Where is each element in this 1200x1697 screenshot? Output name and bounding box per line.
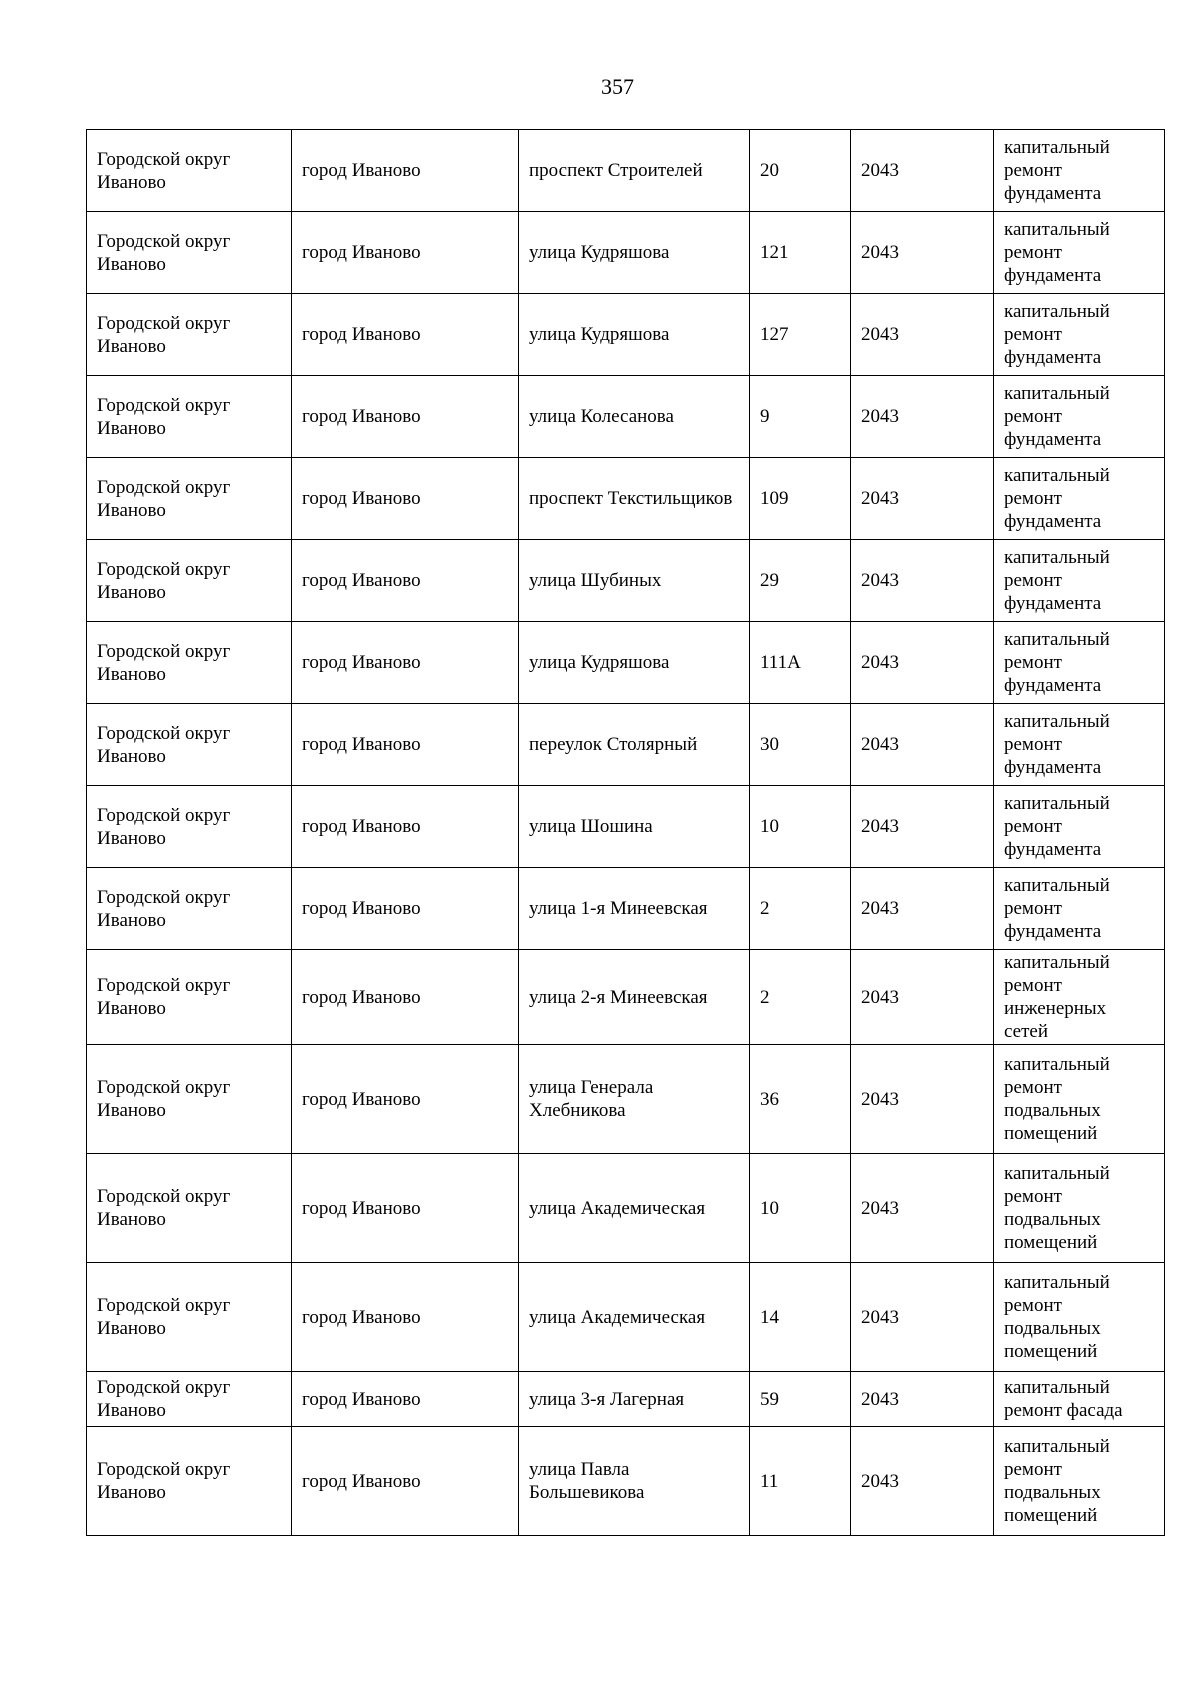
work-type-cell: капитальный ремонт фундамента (994, 376, 1165, 458)
year-cell: 2043 (851, 704, 994, 786)
house-number-cell: 36 (750, 1045, 851, 1154)
street-cell: улица Шубиных (519, 540, 750, 622)
table-row (87, 294, 1165, 376)
table-row (87, 786, 1165, 868)
street-cell: улица Павла Большевикова (519, 1427, 750, 1536)
city-cell: город Иваново (292, 1427, 519, 1536)
table-row (87, 376, 1165, 458)
work-type-cell: капитальный ремонт фасада (994, 1372, 1165, 1427)
work-type-cell: капитальный ремонт фундамента (994, 212, 1165, 294)
house-number-cell: 127 (750, 294, 851, 376)
district-cell: Городской округ Иваново (87, 294, 292, 376)
year-cell: 2043 (851, 868, 994, 950)
year-cell: 2043 (851, 950, 994, 1045)
district-cell: Городской округ Иваново (87, 212, 292, 294)
house-number-cell: 2 (750, 950, 851, 1045)
street-cell: улица Генерала Хлебникова (519, 1045, 750, 1154)
street-cell: проспект Текстильщиков (519, 458, 750, 540)
street-cell: улица Кудряшова (519, 294, 750, 376)
table-row (87, 540, 1165, 622)
street-cell: улица Академическая (519, 1263, 750, 1372)
street-cell: улица Кудряшова (519, 622, 750, 704)
year-cell: 2043 (851, 1154, 994, 1263)
work-type-cell: капитальный ремонт фундамента (994, 294, 1165, 376)
district-cell: Городской округ Иваново (87, 786, 292, 868)
house-number-cell: 11 (750, 1427, 851, 1536)
house-number-cell: 20 (750, 130, 851, 212)
year-cell: 2043 (851, 458, 994, 540)
house-number-cell: 2 (750, 868, 851, 950)
city-cell: город Иваново (292, 704, 519, 786)
table-row (87, 868, 1165, 950)
street-cell: переулок Столярный (519, 704, 750, 786)
table-row (87, 704, 1165, 786)
street-cell: проспект Строителей (519, 130, 750, 212)
district-cell: Городской округ Иваново (87, 868, 292, 950)
page-number: 357 (601, 74, 634, 99)
work-type-cell: капитальный ремонт подвальных помещений (994, 1154, 1165, 1263)
city-cell: город Иваново (292, 1154, 519, 1263)
year-cell: 2043 (851, 1045, 994, 1154)
work-type-cell: капитальный ремонт фундамента (994, 540, 1165, 622)
house-number-cell: 59 (750, 1372, 851, 1427)
work-type-cell: капитальный ремонт фундамента (994, 622, 1165, 704)
city-cell: город Иваново (292, 458, 519, 540)
city-cell: город Иваново (292, 130, 519, 212)
city-cell: город Иваново (292, 1045, 519, 1154)
district-cell: Городской округ Иваново (87, 1045, 292, 1154)
house-number-cell: 111А (750, 622, 851, 704)
city-cell: город Иваново (292, 540, 519, 622)
work-type-cell: капитальный ремонт подвальных помещений (994, 1045, 1165, 1154)
house-number-cell: 121 (750, 212, 851, 294)
table-row (87, 1427, 1165, 1536)
table-row (87, 622, 1165, 704)
district-cell: Городской округ Иваново (87, 458, 292, 540)
street-cell: улица 2-я Минеевская (519, 950, 750, 1045)
district-cell: Городской округ Иваново (87, 1372, 292, 1427)
street-cell: улица Кудряшова (519, 212, 750, 294)
work-type-cell: капитальный ремонт фундамента (994, 786, 1165, 868)
year-cell: 2043 (851, 212, 994, 294)
district-cell: Городской округ Иваново (87, 1263, 292, 1372)
house-number-cell: 10 (750, 1154, 851, 1263)
city-cell: город Иваново (292, 294, 519, 376)
table-row (87, 1372, 1165, 1427)
district-cell: Городской округ Иваново (87, 130, 292, 212)
year-cell: 2043 (851, 786, 994, 868)
table-row (87, 1263, 1165, 1372)
district-cell: Городской округ Иваново (87, 1427, 292, 1536)
table-row (87, 950, 1165, 1045)
city-cell: город Иваново (292, 786, 519, 868)
district-cell: Городской округ Иваново (87, 704, 292, 786)
street-cell: улица 1-я Минеевская (519, 868, 750, 950)
work-type-cell: капитальный ремонт инженерных сетей (994, 950, 1165, 1045)
district-cell: Городской округ Иваново (87, 622, 292, 704)
year-cell: 2043 (851, 376, 994, 458)
district-cell: Городской округ Иваново (87, 540, 292, 622)
district-cell: Городской округ Иваново (87, 376, 292, 458)
work-type-cell: капитальный ремонт фундамента (994, 704, 1165, 786)
house-number-cell: 30 (750, 704, 851, 786)
table-row (87, 1154, 1165, 1263)
work-type-cell: капитальный ремонт фундамента (994, 130, 1165, 212)
year-cell: 2043 (851, 1427, 994, 1536)
year-cell: 2043 (851, 540, 994, 622)
city-cell: город Иваново (292, 1372, 519, 1427)
house-number-cell: 14 (750, 1263, 851, 1372)
street-cell: улица 3-я Лагерная (519, 1372, 750, 1427)
table-row (87, 1045, 1165, 1154)
work-type-cell: капитальный ремонт подвальных помещений (994, 1263, 1165, 1372)
table-row (87, 458, 1165, 540)
year-cell: 2043 (851, 130, 994, 212)
house-number-cell: 10 (750, 786, 851, 868)
house-number-cell: 9 (750, 376, 851, 458)
street-cell: улица Шошина (519, 786, 750, 868)
city-cell: город Иваново (292, 212, 519, 294)
house-number-cell: 29 (750, 540, 851, 622)
work-type-cell: капитальный ремонт подвальных помещений (994, 1427, 1165, 1536)
house-number-cell: 109 (750, 458, 851, 540)
housing-repair-table (86, 129, 1165, 1536)
district-cell: Городской округ Иваново (87, 950, 292, 1045)
table-row (87, 212, 1165, 294)
city-cell: город Иваново (292, 868, 519, 950)
street-cell: улица Колесанова (519, 376, 750, 458)
city-cell: город Иваново (292, 950, 519, 1045)
work-type-cell: капитальный ремонт фундамента (994, 458, 1165, 540)
year-cell: 2043 (851, 622, 994, 704)
work-type-cell: капитальный ремонт фундамента (994, 868, 1165, 950)
district-cell: Городской округ Иваново (87, 1154, 292, 1263)
city-cell: город Иваново (292, 1263, 519, 1372)
year-cell: 2043 (851, 1372, 994, 1427)
city-cell: город Иваново (292, 376, 519, 458)
street-cell: улица Академическая (519, 1154, 750, 1263)
city-cell: город Иваново (292, 622, 519, 704)
table-row (87, 130, 1165, 212)
year-cell: 2043 (851, 1263, 994, 1372)
year-cell: 2043 (851, 294, 994, 376)
